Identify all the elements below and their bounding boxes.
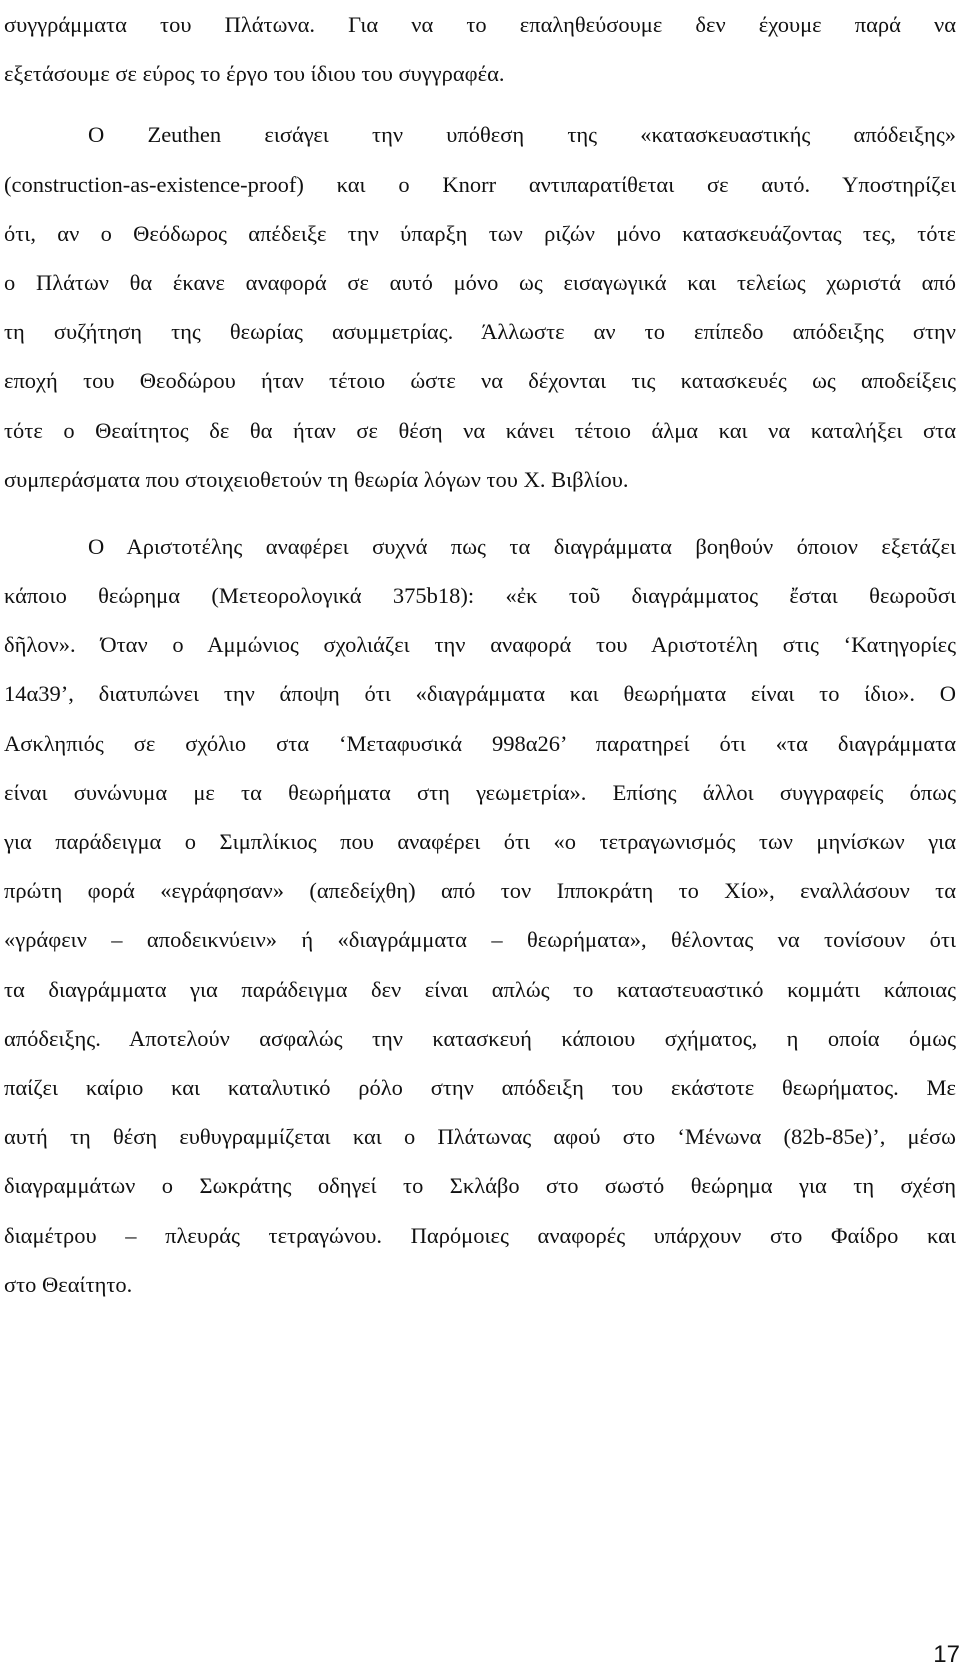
text-line: στο Θεαίτητο. bbox=[4, 1271, 133, 1297]
text-line: ότι, αν ο Θεόδωρος απέδειξε την ύπαρξη των ριζών μόνο κατασκευάζοντας τες, τότε bbox=[4, 220, 956, 246]
text-line: «γράφειν – αποδεικνύειν» ή «διαγράμματα – θεωρήματα», θέλοντας να τονίσουν ότι bbox=[4, 927, 956, 953]
text-line: παίζει καίριο και καταλυτικό ρόλο στην απόδειξη του εκάστοτε θεωρήματος. Με bbox=[4, 1074, 956, 1100]
paragraph-1 bbox=[4, 0, 956, 98]
text-line: 14α39’, διατυπώνει την άποψη ότι «διαγράμματα και θεωρήματα είναι το ίδιο». Ο bbox=[4, 681, 956, 707]
text-line: εξετάσουμε σε εύρος το έργο του ίδιου του συγγραφέα. bbox=[4, 61, 505, 87]
text-line: διαμέτρου – πλευράς τετραγώνου. Παρόμοιες αναφορές υπάρχουν στο Φαίδρο και bbox=[4, 1222, 956, 1248]
text-line: πρώτη φορά «εγράφησαν» (απεδείχθη) από τον Ιπποκράτη το Χίο», εναλλάσουν τα bbox=[4, 878, 956, 904]
text-line: ο Πλάτων θα έκανε αναφορά σε αυτό μόνο ως εισαγωγικά και τελείως χωριστά από bbox=[4, 269, 956, 295]
text-line: απόδειξης. Αποτελούν ασφαλώς την κατασκευή κάποιου σχήματος, η οποία όμως bbox=[4, 1025, 956, 1051]
text-line: διαγραμμάτων ο Σωκράτης οδηγεί το Σκλάβο στο σωστό θεώρημα για τη σχέση bbox=[4, 1173, 956, 1199]
text-line: δῆλον». Όταν ο Αμμώνιος σχολιάζει την αναφορά του Αριστοτέλη στις ‘Κατηγορίες bbox=[4, 632, 956, 658]
text-line: συμπεράσματα που στοιχειοθετούν τη θεωρία λόγων του Χ. Βιβλίου. bbox=[4, 466, 629, 492]
text-line: Ασκληπιός σε σχόλιο στα ‘Μεταφυσικά 998α26’ παρατηρεί ότι «τα διαγράμματα bbox=[4, 730, 956, 756]
paragraph-3 bbox=[4, 522, 956, 1309]
text-line: είναι συνώνυμα με τα θεωρήματα στη γεωμετρία». Επίσης άλλοι συγγραφείς όπως bbox=[4, 779, 956, 805]
page-number: 17 bbox=[933, 1641, 960, 1668]
text-line: Ο Zeuthen εισάγει την υπόθεση της «κατασκευαστικής απόδειξης» bbox=[88, 122, 956, 148]
text-line: Ο Αριστοτέλης αναφέρει συχνά πως τα διαγράμματα βοηθούν όποιον εξετάζει bbox=[88, 533, 956, 559]
text-line: αυτή τη θέση ευθυγραμμίζεται και ο Πλάτωνας αφού στο ‘Μένωνα (82b-85e)’, μέσω bbox=[4, 1124, 956, 1150]
text-line: τη συζήτηση της θεωρίας ασυμμετρίας. Άλλωστε αν το επίπεδο απόδειξης στην bbox=[4, 319, 956, 345]
text-line: εποχή του Θεοδώρου ήταν τέτοιο ώστε να δέχονται τις κατασκευές ως αποδείξεις bbox=[4, 368, 956, 394]
text-line: τα διαγράμματα για παράδειγμα δεν είναι απλώς το καταστευαστικό κομμάτι κάποιας bbox=[4, 976, 956, 1002]
text-line: συγγράμματα του Πλάτωνα. Για να το επαληθεύσουμε δεν έχουμε παρά να bbox=[4, 12, 956, 37]
paragraph-2 bbox=[4, 110, 956, 504]
document-body bbox=[4, 0, 956, 1309]
text-line: τότε ο Θεαίτητος δε θα ήταν σε θέση να κάνει τέτοιο άλμα και να καταλήξει στα bbox=[4, 417, 956, 443]
text-line: (construction-as-existence-proof) και ο Knorr αντιπαρατίθεται σε αυτό. Υποστηρίζει bbox=[4, 171, 956, 197]
text-line: για παράδειγμα ο Σιμπλίκιος που αναφέρει ότι «ο τετραγωνισμός των μηνίσκων για bbox=[4, 829, 956, 854]
text-line: κάποιο θεώρημα (Μετεορολογικά 375b18): «ἐκ τοῦ διαγράμματος ἔσται θεωροῦσι bbox=[4, 583, 956, 609]
